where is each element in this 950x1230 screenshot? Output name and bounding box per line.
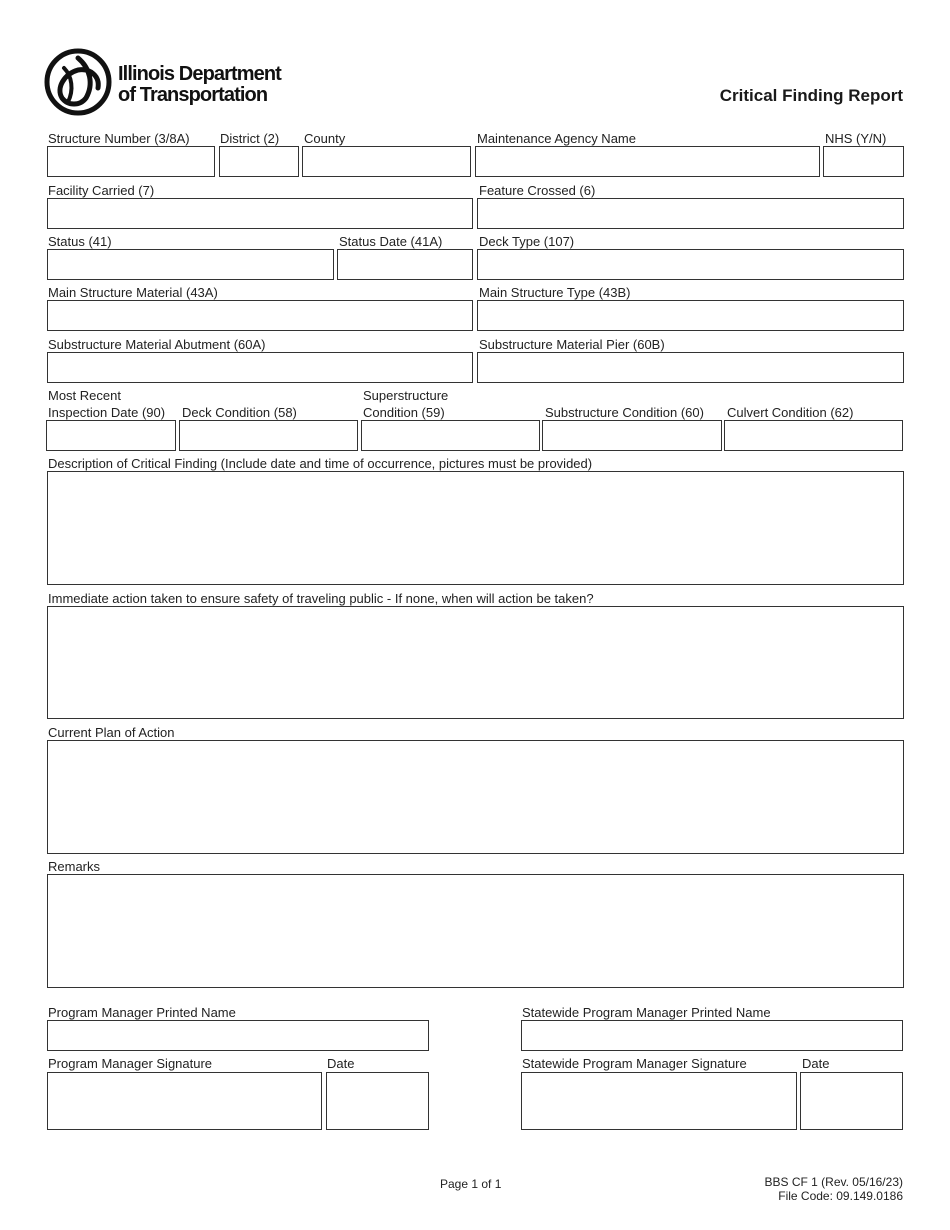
pm-signature-field[interactable]: [47, 1072, 322, 1130]
main-structure-material-label: Main Structure Material (43A): [48, 285, 218, 300]
immediate-action-field[interactable]: [47, 606, 904, 719]
description-field[interactable]: [47, 471, 904, 585]
statewide-pm-printed-name-field[interactable]: [521, 1020, 903, 1051]
county-label: County: [304, 131, 346, 146]
statewide-pm-date-label: Date: [802, 1056, 830, 1071]
inspection-date-field[interactable]: [46, 420, 176, 451]
pm-signature-label: Program Manager Signature: [48, 1056, 213, 1071]
substructure-condition-field[interactable]: [542, 420, 722, 451]
deck-condition-label: Deck Condition (58): [182, 405, 297, 420]
superstructure-condition-field[interactable]: [361, 420, 540, 451]
statewide-pm-signature-field[interactable]: [521, 1072, 797, 1130]
description-label: Description of Critical Finding (Include date and time of occurrence, pictures must be provided): [48, 456, 593, 471]
remarks-label: Remarks: [48, 859, 101, 874]
pm-date-label: Date: [327, 1056, 355, 1071]
district-field[interactable]: [219, 146, 299, 177]
substructure-pier-label: Substructure Material Pier (60B): [479, 337, 665, 352]
county-field[interactable]: [302, 146, 471, 177]
agency-name-line1: Illinois Department: [118, 63, 281, 85]
main-structure-type-label: Main Structure Type (43B): [479, 285, 631, 300]
deck-condition-field[interactable]: [179, 420, 358, 451]
pm-printed-name-label: Program Manager Printed Name: [48, 1005, 236, 1020]
maintenance-agency-field[interactable]: [475, 146, 820, 177]
superstructure-condition-label-line1: Superstructure: [363, 388, 449, 403]
substructure-condition-label: Substructure Condition (60): [545, 405, 704, 420]
substructure-pier-field[interactable]: [477, 352, 904, 383]
status-date-label: Status Date (41A): [339, 234, 443, 249]
main-structure-type-field[interactable]: [477, 300, 904, 331]
nhs-label: NHS (Y/N): [825, 131, 887, 146]
pm-date-field[interactable]: [326, 1072, 429, 1130]
page-number: Page 1 of 1: [440, 1177, 502, 1191]
district-label: District (2): [220, 131, 280, 146]
immediate-action-label: Immediate action taken to ensure safety of traveling public - If none, when will action be taken?: [48, 591, 594, 606]
file-code-line: File Code: 09.149.0186: [778, 1189, 903, 1203]
feature-crossed-label: Feature Crossed (6): [479, 183, 596, 198]
status-date-field[interactable]: [337, 249, 473, 280]
superstructure-condition-label-line2: Condition (59): [363, 405, 445, 420]
status-field[interactable]: [47, 249, 334, 280]
statewide-pm-date-field[interactable]: [800, 1072, 903, 1130]
current-plan-field[interactable]: [47, 740, 904, 854]
facility-carried-label: Facility Carried (7): [48, 183, 155, 198]
maintenance-agency-label: Maintenance Agency Name: [477, 131, 636, 146]
structure-number-label: Structure Number (3/8A): [48, 131, 190, 146]
form-code: [764, 1175, 903, 1203]
statewide-pm-signature-label: Statewide Program Manager Signature: [522, 1056, 747, 1071]
idot-logo-icon: [44, 46, 112, 118]
statewide-pm-printed-name-label: Statewide Program Manager Printed Name: [522, 1005, 771, 1020]
inspection-date-label-line2: Inspection Date (90): [48, 405, 166, 420]
substructure-abutment-field[interactable]: [47, 352, 473, 383]
main-structure-material-field[interactable]: [47, 300, 473, 331]
structure-number-field[interactable]: [47, 146, 215, 177]
agency-name-line2: of Transportation: [118, 84, 268, 106]
form-title: Critical Finding Report: [719, 86, 903, 105]
form-code-line: BBS CF 1 (Rev. 05/16/23): [764, 1175, 903, 1189]
status-label: Status (41): [48, 234, 112, 249]
culvert-condition-field[interactable]: [724, 420, 903, 451]
deck-type-field[interactable]: [477, 249, 904, 280]
pm-printed-name-field[interactable]: [47, 1020, 429, 1051]
nhs-field[interactable]: [823, 146, 904, 177]
agency-name: [118, 64, 281, 106]
current-plan-label: Current Plan of Action: [48, 725, 175, 740]
deck-type-label: Deck Type (107): [479, 234, 575, 249]
inspection-date-label-line1: Most Recent: [48, 388, 121, 403]
remarks-field[interactable]: [47, 874, 904, 988]
substructure-abutment-label: Substructure Material Abutment (60A): [48, 337, 266, 352]
culvert-condition-label: Culvert Condition (62): [727, 405, 854, 420]
feature-crossed-field[interactable]: [477, 198, 904, 229]
facility-carried-field[interactable]: [47, 198, 473, 229]
